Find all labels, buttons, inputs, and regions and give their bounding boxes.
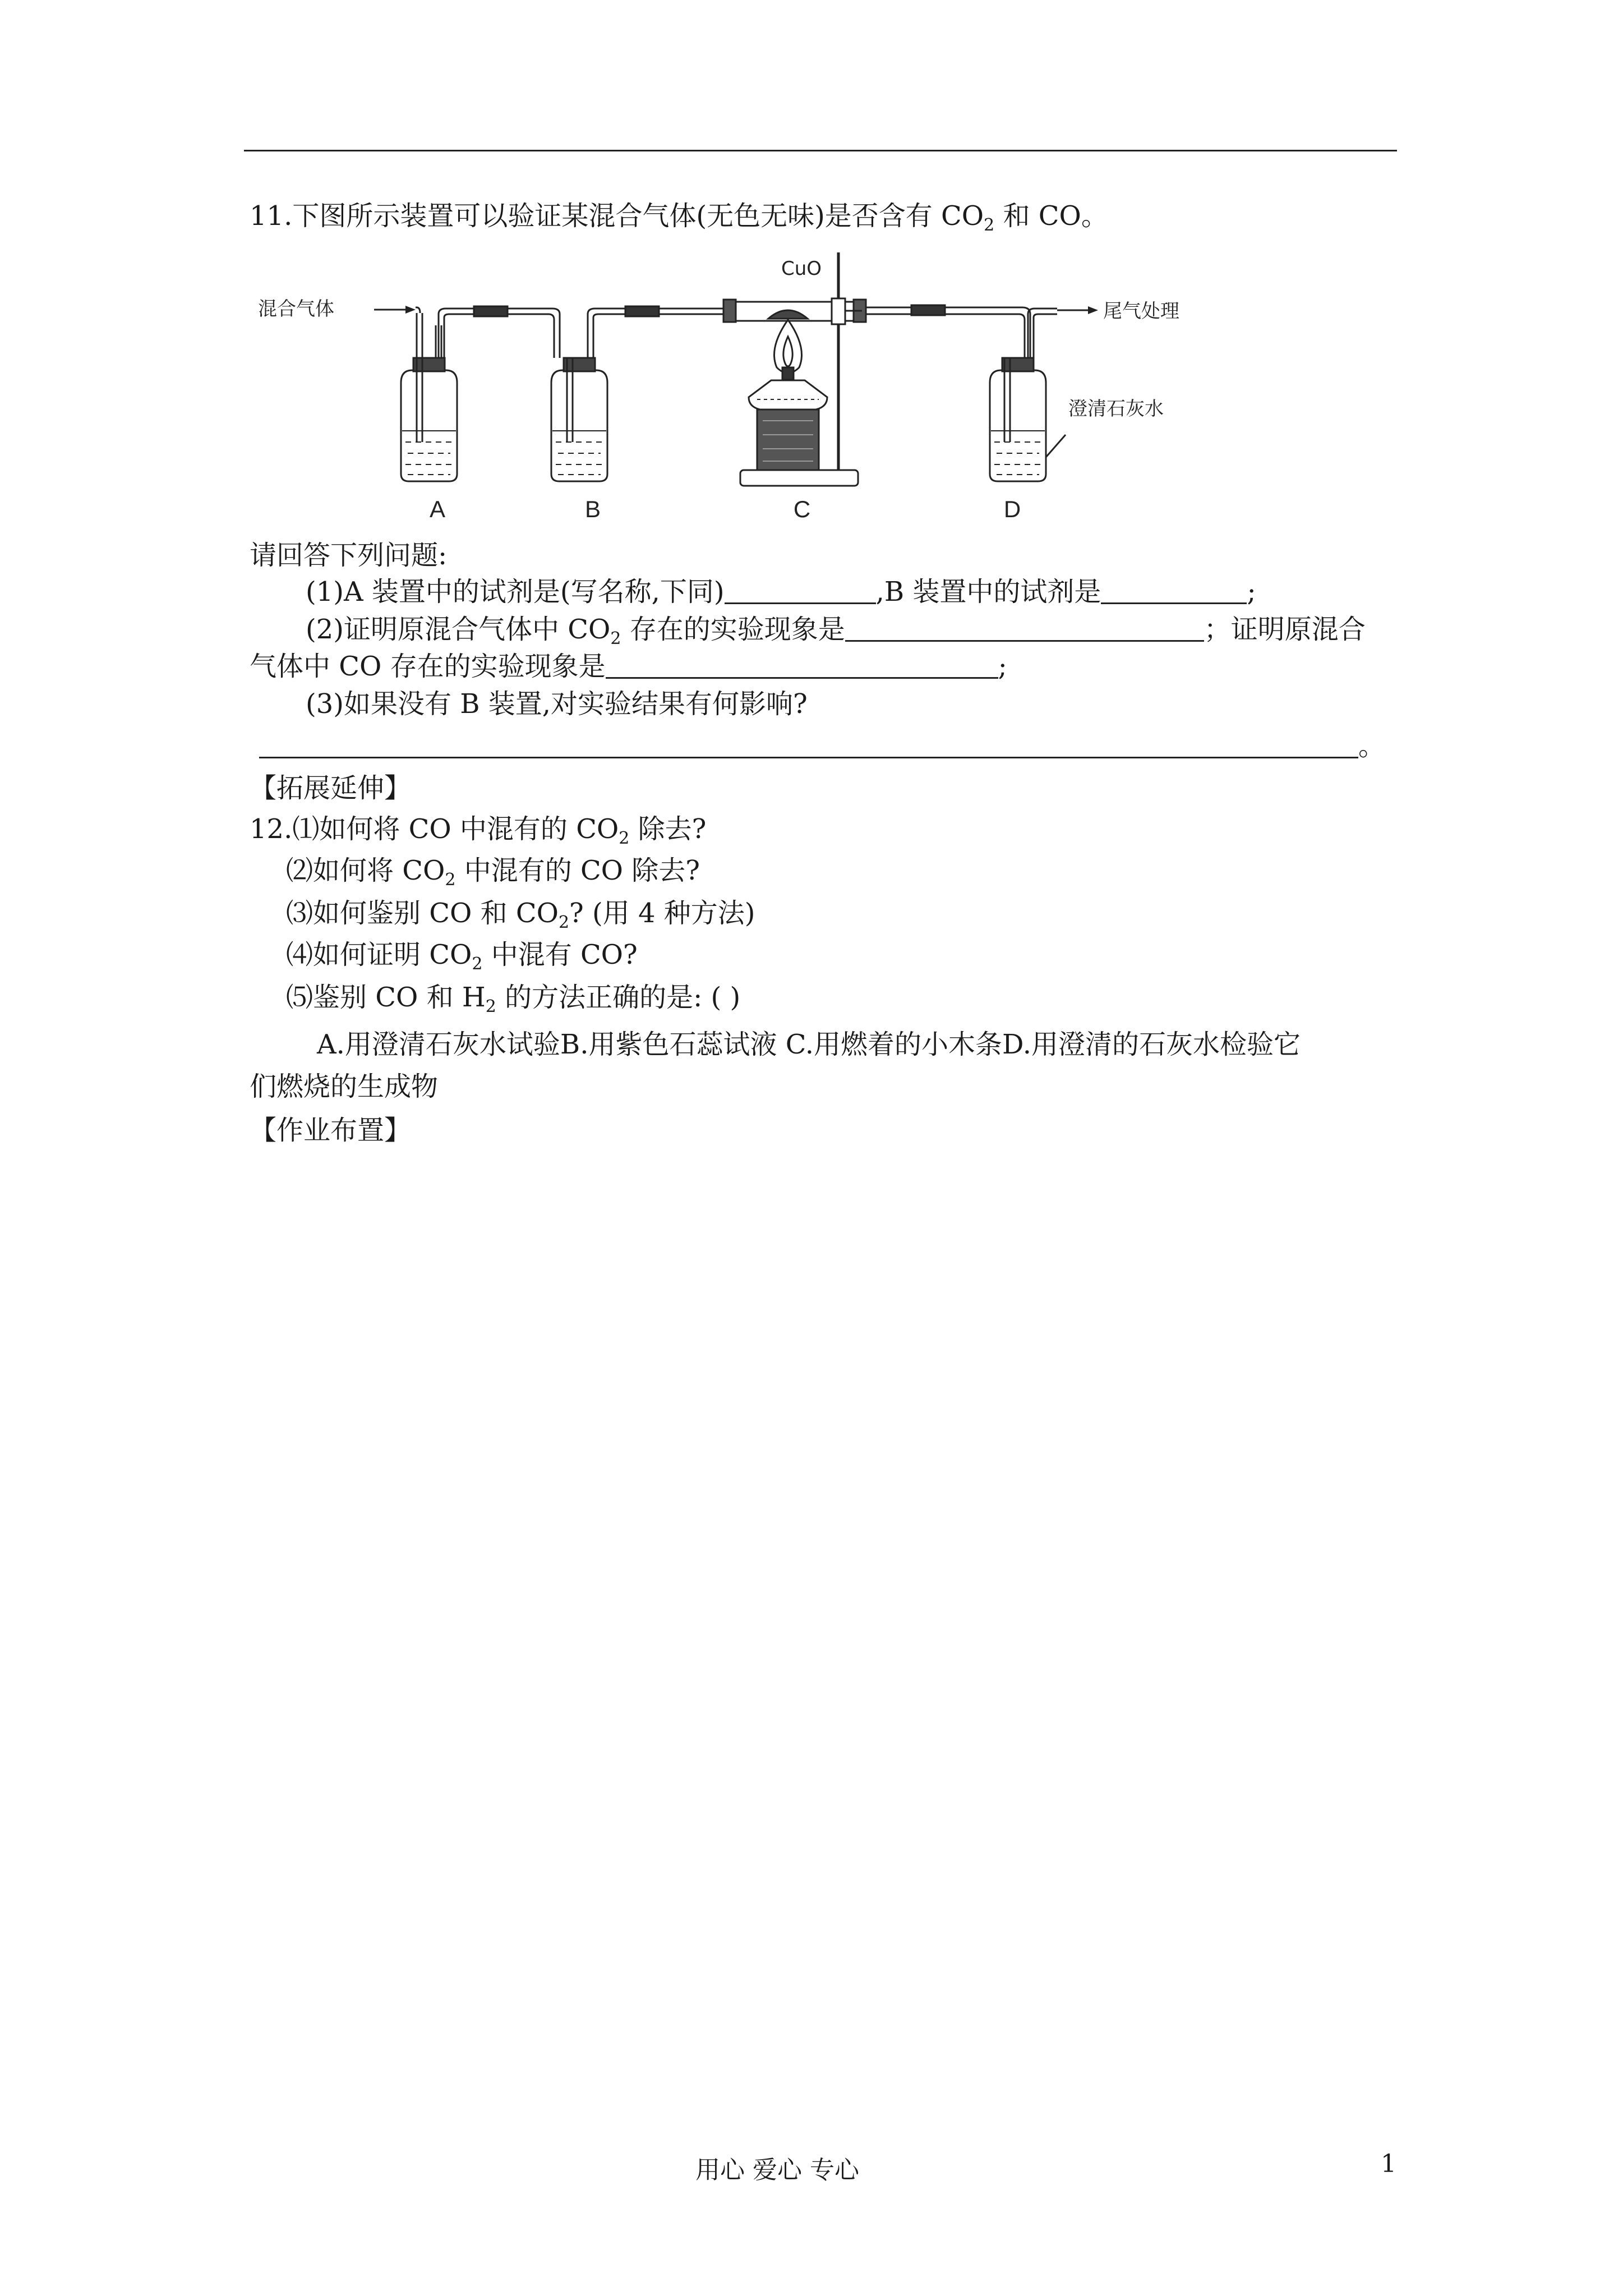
q12-line1: 12.⑴如何将 CO 中混有的 $CO_2$ 除去? <box>250 813 707 848</box>
q11-part1: (1)A 装置中的试剂是(写名称,下同) ,B 装置中的试剂是 ; <box>306 576 1256 608</box>
label-lime-water: 澄清石灰水 <box>1068 398 1164 420</box>
lime-leader-line <box>1046 435 1066 457</box>
inlet-arrowhead <box>405 306 416 314</box>
label-b: B <box>584 496 601 522</box>
answer-blank-b-reagent[interactable] <box>1101 578 1247 604</box>
q12-options: A.用澄清石灰水试验B.用紫色石蕊试液 C.用燃着的小木条D.用澄清的石灰水检验它 <box>317 1029 1301 1060</box>
answer-blank-co-phenomenon[interactable] <box>606 652 998 679</box>
outlet-arrowhead <box>1088 306 1098 314</box>
extension-heading: 【拓展延伸】 <box>250 772 412 804</box>
label-cuo: CuO <box>781 257 822 280</box>
label-c: C <box>793 496 811 522</box>
answer-blank-co2-phenomenon[interactable] <box>845 615 1204 642</box>
combustion-tube-c <box>723 252 866 486</box>
answer-blank-a-reagent[interactable] <box>725 578 876 604</box>
label-tail-gas: 尾气处理 <box>1103 300 1179 323</box>
q11-part3: (3)如果没有 B 装置,对实验结果有何影响? <box>306 688 808 720</box>
q12-line3: ⑶如何鉴别 CO 和 $CO_2$? (用 4 种方法) <box>286 898 755 932</box>
q11-part2: (2)证明原混合气体中 $CO_2$ 存在的实验现象是 ；证明原混合 <box>306 614 1366 648</box>
q11-intro: 11.下图所示装置可以验证某混合气体(无色无味)是否含有 $CO_2$ 和 CO。 <box>250 200 1108 235</box>
page-number: 1 <box>1381 2150 1396 2178</box>
label-d: D <box>1003 496 1021 522</box>
label-mixed-gas: 混合气体 <box>258 298 334 320</box>
apparatus-figure <box>250 252 1248 533</box>
bottle-a <box>401 313 457 481</box>
header-rule <box>244 150 1397 151</box>
q11-part2-cont: 气体中 CO 存在的实验现象是 ; <box>250 651 1007 682</box>
q12-line2: ⑵如何将 $CO_2$ 中混有的 CO 除去? <box>286 855 700 890</box>
label-a: A <box>429 496 446 522</box>
q12-line4: ⑷如何证明 $CO_2$ 中混有 CO? <box>286 939 638 974</box>
q11-part3-answer-line: 。 <box>259 729 1385 763</box>
q12-line5: ⑸鉴别 CO 和 $H_2$ 的方法正确的是: ( ) <box>286 982 741 1016</box>
footer-motto: 用心 爱心 专心 <box>695 2156 859 2184</box>
bottle-b <box>551 358 607 481</box>
answer-blank-no-b-effect[interactable] <box>259 732 1358 758</box>
bottle-d <box>990 306 1098 481</box>
q11-prompt: 请回答下列问题: <box>250 540 448 571</box>
q12-options-cont: 们燃烧的生成物 <box>250 1071 439 1102</box>
homework-heading: 【作业布置】 <box>250 1115 412 1146</box>
